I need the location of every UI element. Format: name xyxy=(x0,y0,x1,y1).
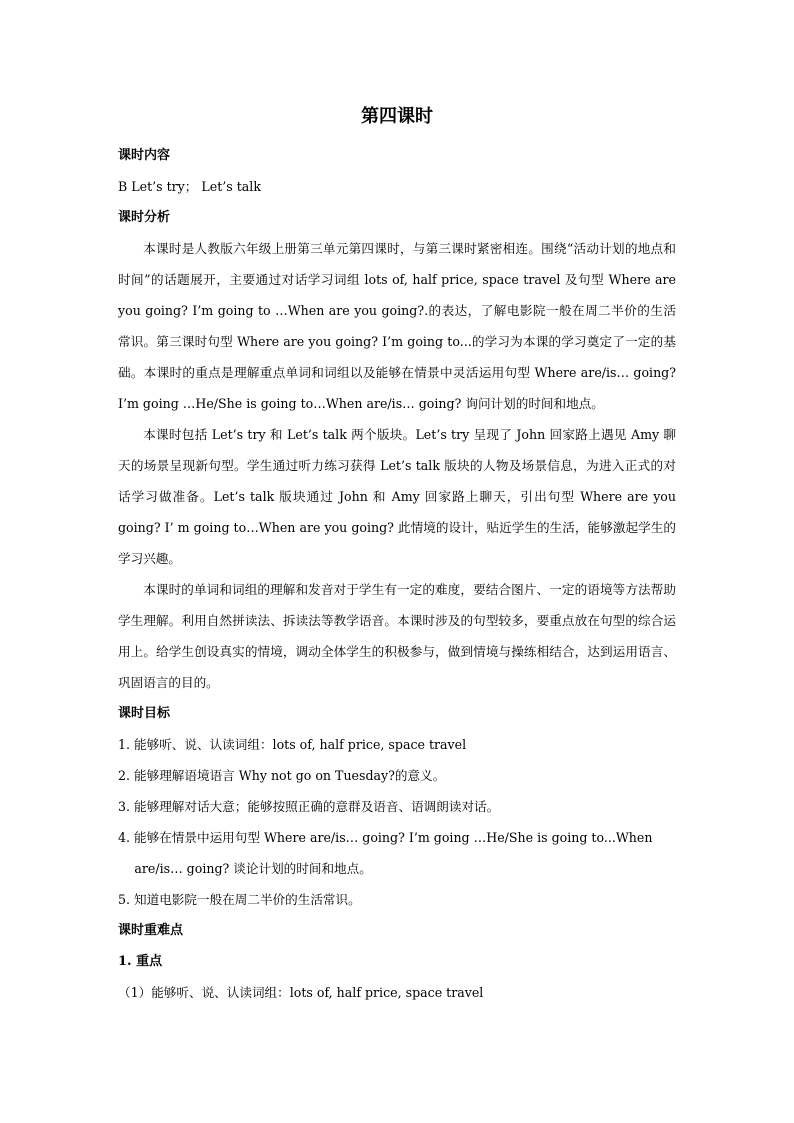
goal-item-4: 4. 能够在情景中运用句型 Where are/is… going? I’m going …He/She is going to...When are/is… going? 谈论计划的时间和地点。 xyxy=(118,830,653,876)
analysis-paragraph-1: 本课时是人教版六年级上册第三单元第四课时，与第三课时紧密相连。围绕“活动计划的地点和时间”的话题展开，主要通过对话学习词组 lots of, half price, space travel 及句型 Where are you going? I’m going to …When are you going?.的表达，了解电影院一般在周二半价的生活常识。第三课时句型 Where are you going? I’m going to...的学习为本课的学习奠定了一定的基础。本课时的重点是理解重点单词和词组以及能够在情景中灵活运用句型 Where are/is… going? I’m going …He/She is going to…When are/is… going? 询问计划的时间和地点。 xyxy=(118,241,676,411)
goal-item-5: 5. 知道电影院一般在周二半价的生活常识。 xyxy=(118,892,361,907)
section-heading-difficulty: 课时重难点 xyxy=(118,923,184,938)
analysis-paragraph-3: 本课时的单词和词组的理解和发音对于学生有一定的难度，要结合图片、一定的语境等方法帮助学生理解。利用自然拼读法、拆读法等教学语音。本课时涉及的句型较多，要重点放在句型的综合运用上。给学生创设真实的情境，调动全体学生的积极参与，做到情境与操练相结合，达到运用语言、巩固语言的目的。 xyxy=(118,582,676,690)
page-title: 第四课时 xyxy=(361,106,433,127)
goal-item-1: 1. 能够听、说、认读词组：lots of, half price, space travel xyxy=(118,737,467,752)
section-heading-analysis: 课时分析 xyxy=(118,210,171,225)
section-heading-content: 课时内容 xyxy=(118,148,171,163)
key-point-heading: 1. 重点 xyxy=(118,954,163,969)
key-point-item-1: （1）能够听、说、认读词组：lots of, half price, space travel xyxy=(118,985,484,1000)
content-text: B Let’s try； Let’s talk xyxy=(118,179,261,194)
goal-item-2: 2. 能够理解语境语言 Why not go on Tuesday?的意义。 xyxy=(118,768,446,783)
goal-item-3: 3. 能够理解对话大意；能够按照正确的意群及语音、语调朗读对话。 xyxy=(118,799,500,814)
section-heading-goals: 课时目标 xyxy=(118,706,171,721)
document-body xyxy=(118,140,676,1008)
analysis-paragraph-2: 本课时包括 Let’s try 和 Let’s talk 两个版块。Let’s try 呈现了 John 回家路上遇见 Amy 聊天的场景呈现新句型。学生通过听力练习获得 Let’s talk 版块的人物及场景信息，为进入正式的对话学习做准备。Let’s talk 版块通过 John 和 Amy 回家路上聊天，引出句型 Where are you going? I’ m going to…When are you going? 此情境的设计，贴近学生的生活，能够激起学生的学习兴趣。 xyxy=(118,427,676,566)
